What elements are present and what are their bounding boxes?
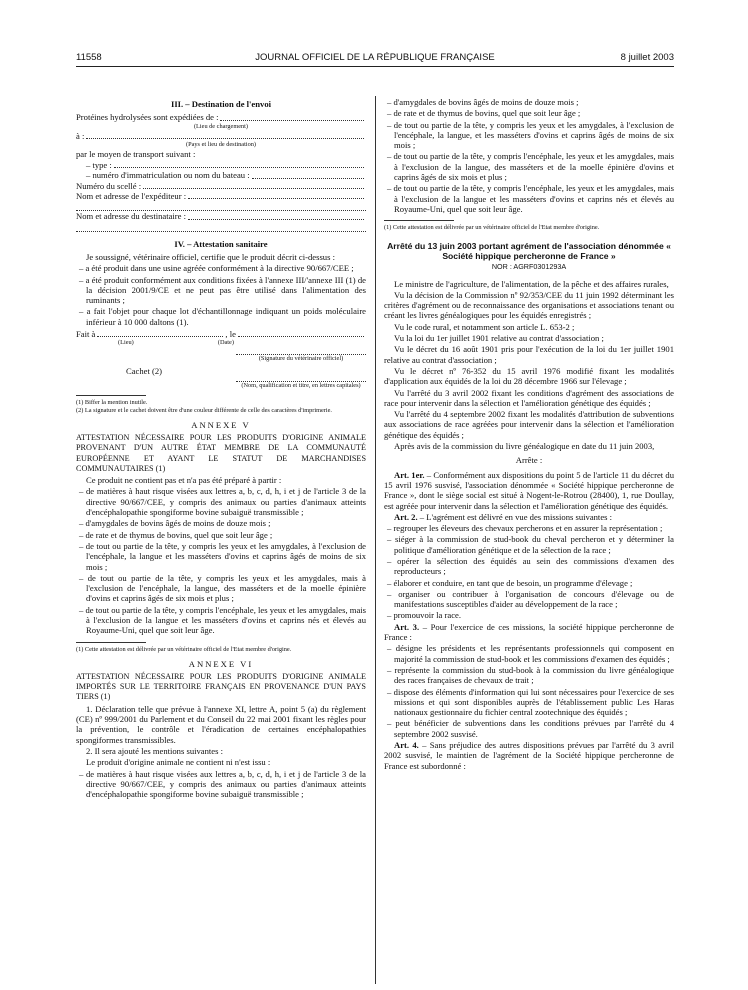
section-4-title: IV. – Attestation sanitaire bbox=[174, 238, 268, 249]
section-3-title: III. – Destination de l'envoi bbox=[170, 99, 272, 109]
footnote: (1) Biffer la mention inutile. bbox=[76, 398, 148, 406]
visa: Vu l'arrêté du 3 avril 2002 fixant les conditions d'agrément des associations de race pour intervenir dans la sélection et l'amélioration génétique des équidés ; bbox=[384, 387, 674, 408]
annex-6-heading: ATTESTATION NÉCESSAIRE POUR LES PRODUITS D'ORIGINE ANIMALE IMPORTÉS SUR LE TERRITOIRE FRANÇAIS EN PROVENANCE D'UN PAYS TIERS (1) bbox=[76, 671, 366, 702]
issue-date: 8 juillet 2003 bbox=[620, 52, 674, 63]
article-2-item: – opérer la sélection des équidés au sein des commissions d'examen des reproducteurs ; bbox=[387, 555, 674, 577]
form-line-scelle: Numéro du scellé : bbox=[76, 181, 366, 191]
attestation-item: – a été produit conformément aux conditions fixées à l'annexe III/'annexe III (1) de la décision 2001/9/CE et ne peut pas être utilisé dans l'alimentation des ruminants ; bbox=[79, 274, 366, 306]
left-column bbox=[76, 97, 366, 800]
article-3-item: – peut bénéficier de subventions dans les conditions prévues par l'arrêté du 4 septembre 2002 susvisé. bbox=[387, 718, 674, 739]
form-blank-line bbox=[76, 222, 366, 232]
annex-5-item: – de rate et de thymus de bovins, quel que soit leur âge ; bbox=[79, 529, 273, 540]
annex-6-item: – de tout ou partie de la tête, y compris l'encéphale, les yeux et les amygdales, mais à l'exclusion de la langue et les masséters d'ovins et caprins nés et élevés au Royaume-Uni, quel que soit leur âge. bbox=[387, 183, 674, 214]
cachet-label: Cachet (2) bbox=[126, 366, 163, 377]
annex-6-paragraph: Le produit d'origine animale ne contient ni n'est issu : bbox=[86, 757, 271, 768]
form-line-fait-a: Fait à , le bbox=[76, 329, 366, 339]
footnote-rule bbox=[384, 220, 454, 221]
nor-reference: NOR : AGRF0301293A bbox=[491, 262, 567, 272]
form-line-destinataire: Nom et adresse du destinataire : bbox=[76, 211, 366, 221]
form-line-immatriculation: – numéro d'immatriculation ou nom du bateau : bbox=[76, 170, 366, 180]
form-blank-line bbox=[76, 201, 366, 211]
annex-5-item: – de tout ou partie de la tête, y compris l'encéphale, les yeux et les amygdales, mais à l'exclusion de la langue et les masséters d'ovins et caprins nés et élevés au Royaume-Uni, quel que soit leur âge. bbox=[79, 604, 366, 636]
article-2: Art. 2. – L'agrément est délivré en vue des missions suivantes : bbox=[394, 511, 613, 522]
annex-6-item: – de tout ou partie de la tête, y compris les yeux et les amygdales, à l'exclusion de l'encéphale, la langue, et les masséters d'ovins et caprins âgés de moins de six mois ; bbox=[387, 119, 674, 151]
footnote: (2) La signature et le cachet doivent être d'une couleur différente de celle des caractères d'imprimerie. bbox=[76, 406, 332, 414]
signature-caption: (Signature du vétérinaire officiel) bbox=[258, 355, 344, 363]
footnote: (1) Cette attestation est délivrée par un vétérinaire officiel de l'Etat membre d'origine. bbox=[384, 224, 600, 232]
footnote: (1) Cette attestation est délivrée par un vétérinaire officiel de l'Etat membre d'origine. bbox=[76, 645, 292, 653]
arrete-label: Arrête : bbox=[515, 455, 543, 466]
article-3-item: – représente la commission du stud-book à la commission du livre généalogique des races françaises de chevaux de trait ; bbox=[387, 664, 674, 686]
page-number: 11558 bbox=[76, 52, 102, 63]
article-2-item: – promouvoir la race. bbox=[387, 610, 461, 621]
annex-6-paragraph: 1. Déclaration telle que prévue à l'annexe XI, lettre A, point 5 (a) du règlement (CE) nº 999/2001 du Parlement et du Conseil du 22 mai 2001 fixant les règles pour la prévention, le contrôle et l'éradication de certaines encéphalopathies spongiformes transmissibles. bbox=[76, 703, 366, 745]
attestation-item: – a fait l'objet pour chaque lot d'échantillonnage indiquant un poids moléculaire inférieur à 10 000 daltons (1). bbox=[79, 306, 366, 327]
annex-6-item: – de tout ou partie de la tête, y compris l'encéphale, les yeux et les amygdales, mais à l'exclusion de la langue, des masséters et de la moelle épinière d'ovins et caprins âgés de six mois et plus ; bbox=[387, 151, 674, 183]
annex-5-item: – de matières à haut risque visées aux lettres a, b, c, d, h, i et j de l'article 3 de la directive 90/667/CEE, y compris des animaux ou parties d'animaux atteints d'encéphalopathie spongiforme bovine subaiguë transmissible ; bbox=[79, 486, 366, 518]
visa: Vu la loi du 1er juillet 1901 relative au contrat d'association ; bbox=[394, 333, 604, 344]
article-3-item: – désigne les présidents et les représentants professionnels qui composent en majorité la commission de stud-book et les commissions d'examen des équidés ; bbox=[387, 643, 674, 664]
footnote-rule bbox=[76, 642, 146, 643]
annex-6-item: – de rate et de thymus de bovins, quel que soit leur âge ; bbox=[387, 108, 581, 119]
form-line-destination: à : bbox=[76, 131, 366, 141]
place-date-captions: (Lieu) (Date) bbox=[118, 339, 234, 347]
annex-5-item: – de tout ou partie de la tête, y compris les yeux et les amygdales, à l'exclusion de l'encéphale, la langue et les masséters d'ovins et caprins âgés de moins de six mois ; bbox=[79, 540, 366, 572]
annex-5-title: ANNEXE V bbox=[191, 419, 251, 430]
visa: Après avis de la commission du livre généalogique en date du 11 juin 2003, bbox=[394, 441, 655, 452]
article-2-item: – regrouper les éleveurs des chevaux percherons et en assurer la représentation ; bbox=[387, 523, 663, 534]
form-line-origin: Protéines hydrolysées sont expédiées de : bbox=[76, 112, 366, 122]
visa: Le ministre de l'agriculture, de l'alimentation, de la pêche et des affaires rurales, bbox=[394, 278, 669, 289]
article-1: Art. 1er. – Conformément aux dispositions du point 5 de l'article 11 du décret du 15 avril 1976 susvisé, l'association dénommée « Société hippique percheronne de France », dont le siège social est situé à Nogent-le-Rotrou (28400), 1, rue Doullay, est agréée pour intervenir dans la sélection et l'amélioration génétique des équidés. bbox=[384, 469, 674, 511]
article-2-item: – élaborer et conduire, en tant que de besoin, un programme d'élevage ; bbox=[387, 577, 633, 588]
visa: Vu la décision de la Commission nº 92/353/CEE du 11 juin 1992 déterminant les critères d'agrément ou de reconnaissance des organisations et associations tenant ou créant les livres généalogiques pour les équidés enregistrés ; bbox=[384, 289, 674, 321]
annex-6-item: – de matières à haut risque visées aux lettres a, b, c, d, h, i et j de l'article 3 de la directive 90/667/CEE, y compris des animaux ou parties d'animaux atteints d'encéphalopathie spongiforme bovine subaiguë transmissible ; bbox=[79, 768, 366, 800]
header-rule bbox=[76, 66, 674, 67]
right-column bbox=[384, 97, 674, 772]
caption-lieu-chargement: (Lieu de chargement) bbox=[193, 122, 249, 130]
visa: Vu le code rural, et notamment son article L. 653-2 ; bbox=[394, 321, 575, 332]
annex-6-item: – d'amygdales de bovins âgés de moins de douze mois ; bbox=[387, 97, 579, 107]
visa: Vu le décret nº 76-352 du 15 avril 1976 modifié fixant les modalités d'application aux équidés de la loi du 28 décembre 1966 sur l'élevage ; bbox=[384, 365, 674, 387]
arrete-title: Arrêté du 13 juin 2003 portant agrément de l'association dénommée « Société hippique percheronne de France » bbox=[387, 241, 671, 262]
visa: Vu le décret du 16 août 1901 pris pour l'exécution de la loi du 1er juillet 1901 relative au contrat d'association ; bbox=[384, 344, 674, 365]
annex-5-item: – de tout ou partie de la tête, y compris les yeux et les amygdales, mais à l'exclusion de l'encéphale, la langue, des masséters et de la moelle épinière d'ovins et caprins âgés de six mois et plus ; bbox=[79, 572, 366, 604]
article-3-item: – dispose des éléments d'information qui lui sont nécessaires pour l'exercice de ses missions et qui sont disponibles auprès de l'établissement public Les Haras nationaux gestionnaire du fichier central zootechnique des équidés ; bbox=[387, 686, 674, 718]
caption-pays: (Pays et lieu de destination) bbox=[186, 140, 256, 148]
footnote-rule bbox=[76, 395, 146, 396]
name-caption: (Nom, qualification et titre, en lettres capitales) bbox=[241, 381, 361, 389]
visa: Vu l'arrêté du 4 septembre 2002 fixant les modalités d'attribution de subventions aux associations de race agréées pour intervenir dans la sélection et l'amélioration génétique des équidés ; bbox=[384, 409, 674, 440]
annex-5-item: – d'amygdales de bovins âgés de moins de douze mois ; bbox=[79, 518, 271, 529]
journal-title: JOURNAL OFFICIEL DE LA RÉPUBLIQUE FRANÇAISE bbox=[255, 52, 495, 63]
form-line-expediteur: Nom et adresse de l'expéditeur : bbox=[76, 191, 366, 201]
column-divider bbox=[375, 96, 376, 984]
annex-5-heading: ATTESTATION NÉCESSAIRE POUR LES PRODUITS D'ORIGINE ANIMALE PROVENANT D'UN AUTRE ÉTAT MEMBRE DE LA COMMUNAUTÉ EUROPÉENNE ET AYANT LE STATUT DE MARCHANDISES COMMUNAUTAIRES (1) bbox=[76, 432, 366, 473]
annex-6-paragraph: 2. Il sera ajouté les mentions suivantes : bbox=[86, 745, 223, 756]
article-2-item: – siéger à la commission de stud-book du cheval percheron et y déterminer la politique d'amélioration génétique et de la sélection de la race ; bbox=[387, 534, 674, 555]
article-2-item: – organiser ou contribuer à l'organisation de concours d'élevage ou de manifestations susceptibles d'aider au développement de la race ; bbox=[387, 588, 674, 610]
attestation-item: – a été produit dans une usine agréée conformément à la directive 90/667/CEE ; bbox=[79, 263, 354, 274]
article-3: Art. 3. – Pour l'exercice de ces missions, la société hippique percheronne de France : bbox=[384, 621, 674, 643]
form-line-type: – type : bbox=[76, 160, 366, 170]
attestation-intro: Je soussigné, vétérinaire officiel, certifie que le produit décrit ci-dessus : bbox=[86, 251, 335, 262]
annex-6-title: ANNEXE VI bbox=[188, 658, 254, 669]
transport-label: par le moyen de transport suivant : bbox=[76, 148, 196, 159]
annex-5-intro: Ce produit ne contient pas et n'a pas été préparé à partir : bbox=[86, 475, 282, 486]
article-4: Art. 4. – Sans préjudice des autres dispositions prévues par l'arrêté du 3 avril 2002 susvisé, le maintien de l'agrément de la Société hippique percheronne de France est subordonné : bbox=[384, 740, 674, 771]
